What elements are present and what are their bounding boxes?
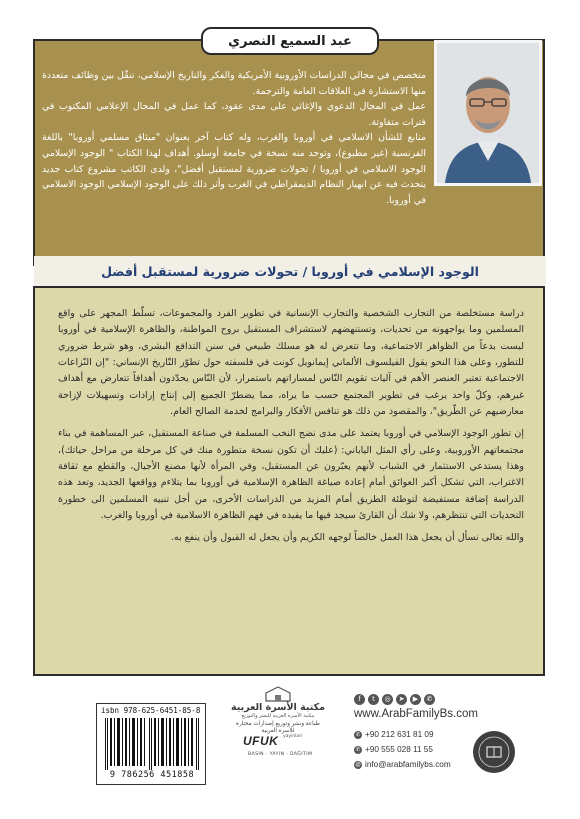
synopsis-text bbox=[58, 306, 524, 553]
website-link[interactable]: www.ArabFamilyBs.com bbox=[354, 708, 478, 720]
book-title: الوجود الإسلامي في أوروبا / تحولات ضرورية لمستقبل أفضل bbox=[34, 256, 546, 286]
synopsis-paragraph: والله تعالى نسأل أن يجعل هذا العمل خالصاً لوجهه الكريم وأن يجعل له القبول وأن ينفع به. bbox=[170, 532, 524, 544]
author-name: عبد السميع النصري bbox=[201, 27, 379, 55]
bio-paragraph: متخصص في مجالي الدراسات الأوروبية الأمريكية والفكر والتاريخ الإسلامي، تنقّل بين وظائف متعددة منها الاستشارة في العلاقات العامة والترجمة. bbox=[42, 70, 426, 97]
instagram-icon[interactable]: ◎ bbox=[382, 694, 393, 705]
publisher-subtitle: مكتبة الأسرة العربية للنشر والتوزيع bbox=[241, 713, 315, 719]
email-icon: @ bbox=[355, 761, 361, 768]
isbn-barcode-box bbox=[96, 703, 206, 785]
phone-line bbox=[354, 730, 434, 739]
email-address[interactable]: info@arabfamilybs.com bbox=[365, 760, 451, 769]
isbn-label: isbn 978-625-6451-85-8 bbox=[101, 706, 201, 715]
whatsapp-icon: ✆ bbox=[355, 746, 361, 753]
phone-number[interactable]: +90 212 631 81 09 bbox=[365, 730, 434, 739]
whatsapp-icon[interactable]: ✆ bbox=[424, 694, 435, 705]
telegram-icon[interactable]: ➤ bbox=[396, 694, 407, 705]
phone-icon: ✆ bbox=[355, 731, 361, 738]
facebook-icon[interactable]: f bbox=[354, 694, 365, 705]
partner-line: BASIN · YAYIN · DAĞITIM bbox=[248, 752, 313, 757]
author-photo bbox=[434, 40, 542, 186]
seal-icon bbox=[472, 730, 516, 774]
twitter-icon[interactable]: t bbox=[368, 694, 379, 705]
barcode bbox=[103, 718, 201, 770]
email-line bbox=[354, 760, 451, 769]
mobile-line bbox=[354, 745, 433, 754]
synopsis-paragraph: دراسة مستخلصة من التجارب الشخصية والتجارب الإنسانية في تطوير الفرد والمجموعات، تسلّط المجهر على واقع المسلمين وما يواجهونه من تحديات، وتستنهضهم لاستشراف المستقبل بروح المواطنة، والظاهرة الإسلامية في أوروبا ليست بدعاً من الظواهر الاجتماعية، وما تتعرض له هو مسلك طبيعي في سنن التدافع البشري، وهو شرط ضروري للتطور، وعلى هذا النحو يقول الفيلسوف الألماني إيمانويل كونت في فلسفته حول تطوّر التّاريخ الإنساني: "إن النّزاعات الاجتماعية تعتبر العنصر الأهم في آليات تقويم النّاس لمساراتهم باستمرار، لأن النّاس يحدّدون أهدافاً تتعارض مع أهداف غيرهم، وكلّ واحد يرغب في تطوير المجتمع حسب ما يراه، مما يضطرّ الجميع إلى إنتاج إرادات وتسهيلات لإزاحة معارضيهم عن الطّريق"، والمقصود من ذلك هو تنافس الأفكار والبرامج لخدمة الصالح العام. bbox=[58, 308, 524, 418]
author-bio bbox=[42, 68, 426, 260]
mobile-number[interactable]: +90 555 028 11 55 bbox=[365, 745, 433, 754]
bio-paragraph: عمل في المجال الدعوي والإغاثي على مدى عقود، كما عمل في المجال الإعلامي المكتوب في فترات متفاوتة. bbox=[42, 101, 426, 128]
house-icon bbox=[263, 686, 293, 702]
partner-sub: yayinlari bbox=[283, 734, 303, 739]
bio-paragraph: متابع للشأن الاسلامي في أوروبا والغرب، وله كتاب آخر بعنوان "ميثاق مسلمي أوروبا" باللغة الفرنسية (غير مطبوع)، وتوجد منه نسخة في جامعة أوسلو. أهداف لهذا الكتاب " الوجود الإسلامي الوجود الاسلامي في أوروبا / تحولات ضرورية لمستقبل أفضل"، ولدى الكاتب مشروع كتاب جديد يتحدث فيه عن انهيار النظام الديمقراطي في الغرب وأثر ذلك على الوجود الإسلامي الوجود الاسلامي في أوروبا. bbox=[42, 132, 426, 206]
synopsis-paragraph: إن تطور الوجود الإسلامي في أوروبا يعتمد على مدى نضج النخب المسلمة في صناعة المستقبل، عبر المساهمة في بناء مجتمعاتهم الأوروبية، وعلى رأي المثل الياباني: (عليك أن تكون نسخة متطورة منك في كل مرحلة من مراحل حياتك)، وهذا يستدعي الاستثمار في الشباب لأنهم يعبّرون عن المستقبل، وفي المرأة لأنها مصنع الأجيال، والقطع مع ثقافة الاغتراب، التي تشكل أكبر العوائق أمام إعادة صياغة الظاهرة الإسلامية في أوروبا بما يتلاءم وواقعها الجديد، وتعد هذه الدراسة إضافة مستفيضة لتوطئة الطريق أمام المزيد من الدراسات الأخرى، من أجل تنبيه المسلمين الى خطورة التحديات التي تنتظرهم، ولا شك أن القارئ سيجد فيها ما يفيده في فهم الظاهرة الاسلامية في أوروبا والغرب. bbox=[58, 428, 524, 522]
partner-logo bbox=[243, 730, 313, 760]
publisher-tagline: طباعة ونشر وتوزيع إصدارات مختارة للأسرة العربية bbox=[236, 721, 320, 734]
publisher-name: مكتبة الأسرة العربية bbox=[230, 702, 326, 713]
youtube-icon[interactable]: ▶ bbox=[410, 694, 421, 705]
isbn-digits: 9 786256 451858 bbox=[109, 770, 195, 780]
publisher-logo bbox=[230, 686, 326, 735]
social-icons bbox=[354, 694, 435, 705]
partner-name: UFUK bbox=[243, 734, 279, 748]
